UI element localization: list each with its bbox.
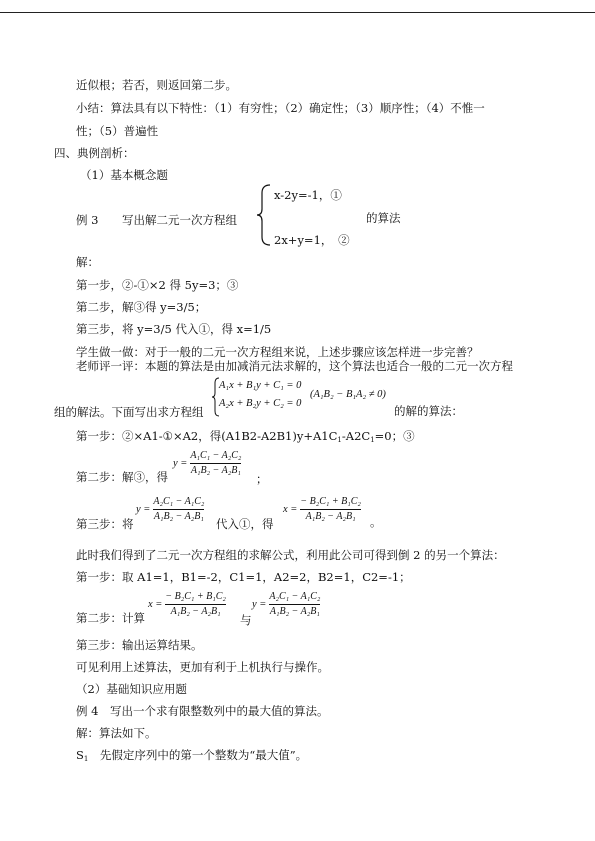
left-brace [256,183,272,247]
alt-step-2: 第二步：计算 [76,611,145,625]
numerator: A₁C₁ − A₂C₂ [190,450,242,461]
example-4: 例 4 写出一个求有限整数列中的最大值的算法。 [76,704,329,718]
subsection-heading: （1）基本概念题 [80,168,168,182]
alt-step-3: 第三步：输出运算结果。 [76,638,203,652]
denominator: A₁B₂ − A₂B₁ [190,465,241,476]
equation-1: x-2y=-1，① [274,188,342,202]
text-line: 此时我们得到了二元一次方程组的求解公式，利用此公司可得到倒 2 的另一个算法： [76,548,505,562]
formula-lhs: y = [173,458,188,469]
step-3: 第三步，将 y=3/5 代入①，得 x=1/5 [76,322,272,336]
denominator: A₁B₂ − A₂B₁ [305,511,356,522]
formula-x [283,496,361,523]
formula-x [148,591,226,618]
formula-lhs: y = [252,599,267,610]
formula-y [173,450,241,477]
formula-lhs: x = [148,599,163,610]
example-text: 写出解二元一次方程组 [122,213,237,227]
punctuation: ； [256,472,268,486]
text-line: 的解的算法： [394,404,463,418]
fraction [190,450,241,477]
system-eq-2: A₂x + B₂y + C₂ = 0 [219,398,302,409]
text-line: 组的解法。下面写出求方程组 [54,405,204,419]
general-step-3: 第三步：将 [76,517,134,531]
numerator: A₂C₁ − A₁C₂ [153,496,205,507]
denominator: A₁B₂ − A₂B₁ [170,606,221,617]
system-eq-1: A₁x + B₁y + C₁ = 0 [219,380,302,391]
general-step-1: 第一步：②×A1-①×A2，得$(A1B2-A2B1)y+A1C_1-A2C_1=0$；③ [76,429,415,444]
equation-2: 2x+y=1， ② [274,233,350,247]
fraction [153,496,204,523]
step-2: 第二步，解③得 y=3/5； [76,300,207,314]
system-condition: (A₁B₂ − B₁A₂ ≠ 0) [310,389,386,400]
numerator: A₂C₁ − A₁C₂ [269,591,321,602]
text-line: 近似根；若否，则返回第二步。 [76,78,237,92]
fraction [165,591,225,618]
text-line: 老师评一评：本题的算法是由加减消元法求解的，这个算法也适合一般的二元一次方程 [76,359,513,373]
header-rule [0,12,595,13]
text-line: 学生做一做：对于一般的二元一次方程组来说，上述步骤应该怎样进一步完善？ [76,345,479,359]
text-line: 小结：算法具有以下特性：（1）有穷性；（2）确定性；（3）顺序性；（4）不惟一 [76,101,485,115]
denominator: A₁B₂ − A₂B₁ [269,606,320,617]
fraction [300,496,360,523]
denominator: A₁B₂ − A₂B₁ [153,511,204,522]
step-1: 第一步，②-①×2 得 5y=3；③ [76,278,239,292]
section-heading: 四、典例剖析： [54,146,135,160]
formula-y [252,591,320,618]
fraction [269,591,320,618]
formula-lhs: x = [283,504,298,515]
alt-step-1: 第一步：取 A1=1，B1=-2，C1=1，A2=2，B2=1，C2=-1； [76,570,411,584]
solution-label: 解：算法如下。 [76,726,157,740]
text-fragment: 代入①，得 [216,517,274,531]
example-label: 例 3 [76,213,99,227]
punctuation: 。 [370,515,382,529]
general-step-2: 第二步：解③，得 [76,470,168,484]
example-tail: 的算法 [366,211,401,225]
numerator: − B₂C₁ + B₁C₂ [300,496,361,507]
formula-lhs: y = [136,504,151,515]
solution-label: 解： [76,255,99,269]
text-line: 可见利用上述算法，更加有利于上机执行与操作。 [76,660,329,674]
numerator: − B₂C₁ + B₁C₂ [165,591,226,602]
formula-y [136,496,204,523]
subsection-heading: （2）基础知识应用题 [76,682,187,696]
text-fragment: 与 [240,613,252,627]
text-line: 性；（5）普遍性 [76,124,159,138]
algorithm-step-s1: $S_1$ 先假定序列中的第一个整数为“最大值”。 [76,748,308,763]
